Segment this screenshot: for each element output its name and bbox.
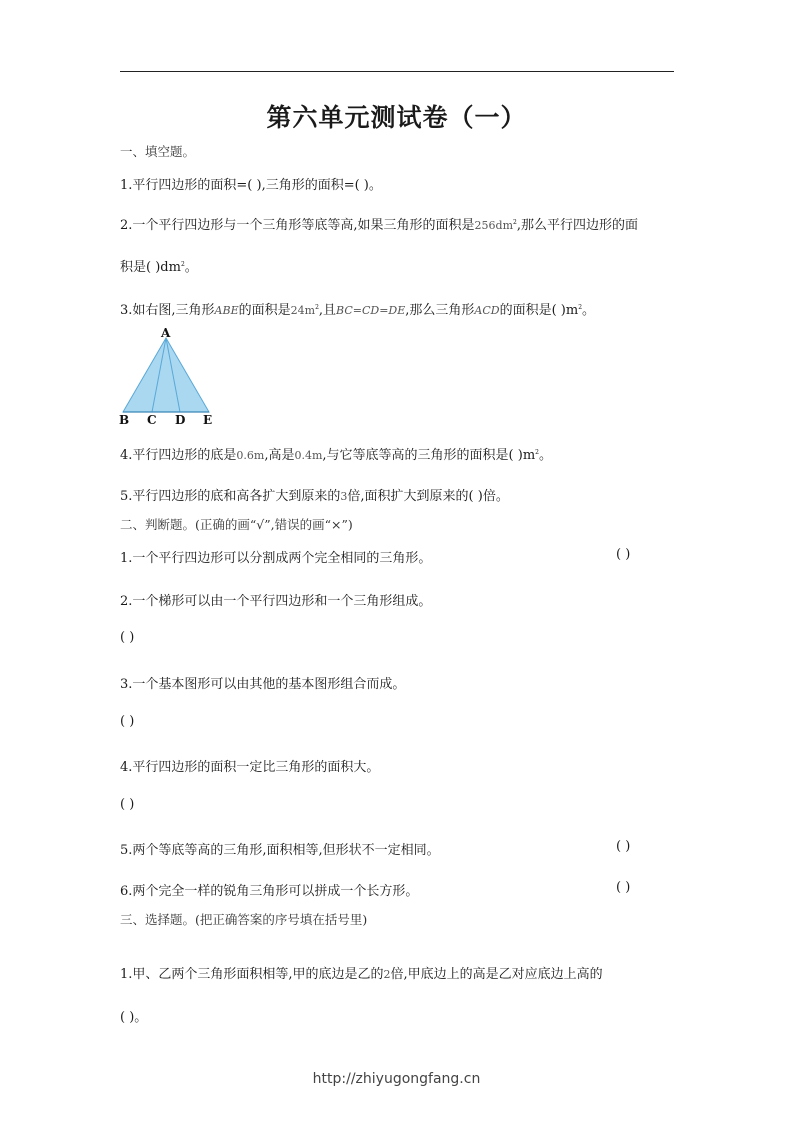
q3-end: 。 xyxy=(582,303,596,318)
question-1-1: 1.平行四边形的面积=( ),三角形的面积=( )。 xyxy=(120,178,382,193)
choice-question-1 xyxy=(120,963,603,982)
judge-item-4: 4.平行四边形的面积一定比三角形的面积大。 xyxy=(120,760,380,775)
q3-exp2: 2 xyxy=(578,304,583,311)
label-a: A xyxy=(161,326,171,340)
section-1-heading: 一、填空题。 xyxy=(120,144,196,159)
q4-mid: ,高是 xyxy=(264,448,295,463)
label-e: E xyxy=(203,413,213,426)
q5-prefix: 5.平行四边形的底和高各扩大到原来的 xyxy=(120,489,341,504)
section-2-heading: 二、判断题。(正确的画“√”,错误的画“×”) xyxy=(120,517,353,532)
judge-item-1: 1.一个平行四边形可以分割成两个完全相同的三角形。 xyxy=(120,551,432,566)
q2-value: 256dm xyxy=(474,219,514,232)
judge-item-3: 3.一个基本图形可以由其他的基本图形组合而成。 xyxy=(120,677,406,692)
q4-prefix: 4.平行四边形的底是 xyxy=(120,448,237,463)
judge-answer-2[interactable]: ( ) xyxy=(120,630,135,645)
question-1-2 xyxy=(120,214,638,233)
q3-mid2: ,且 xyxy=(318,303,337,318)
c1-prefix: 1.甲、乙两个三角形面积相等,甲的底边是乙的 xyxy=(120,967,384,982)
page-title: 第六单元测试卷（一） xyxy=(266,103,527,132)
judge-answer-4[interactable]: ( ) xyxy=(120,797,135,812)
header-rule xyxy=(120,71,674,72)
label-c: C xyxy=(147,413,157,426)
q3-suffix: 的面积是( )m xyxy=(499,303,579,318)
choice-question-1-cont: ( )。 xyxy=(120,1010,148,1025)
judge-answer-5[interactable]: ( ) xyxy=(616,839,631,854)
q3-value: 24m xyxy=(290,304,316,317)
section-3-heading: 三、选择题。(把正确答案的序号填在括号里) xyxy=(120,912,368,927)
q4-suffix: ,与它等底等高的三角形的面积是( )m xyxy=(322,448,536,463)
q3-cond: BC=CD=DE xyxy=(336,304,406,317)
triangle-abe xyxy=(123,338,209,412)
judge-item-5: 5.两个等底等高的三角形,面积相等,但形状不一定相同。 xyxy=(120,843,440,858)
q5-suffix: 倍,面积扩大到原来的( )倍。 xyxy=(347,489,509,504)
label-d: D xyxy=(175,413,186,426)
q4-end: 。 xyxy=(539,448,553,463)
q3-mid: 的面积是 xyxy=(238,303,291,318)
c1-suffix: 倍,甲底边上的高是乙对应底边上高的 xyxy=(390,967,603,982)
question-1-3 xyxy=(120,299,595,318)
question-1-5 xyxy=(120,485,509,504)
q2-prefix: 2.一个平行四边形与一个三角形等底等高,如果三角形的面积是 xyxy=(120,218,475,233)
q3-tri: ABE xyxy=(214,304,239,317)
judge-item-6: 6.两个完全一样的锐角三角形可以拼成一个长方形。 xyxy=(120,884,419,899)
q2-cont-prefix: 积是( )dm xyxy=(120,260,181,275)
q4-exp: 2 xyxy=(535,449,539,456)
question-1-2-cont xyxy=(120,256,198,275)
q4-base: 0.6m xyxy=(236,449,265,462)
c1-num: 2 xyxy=(383,968,391,981)
q2-cont-suffix: 。 xyxy=(184,260,198,275)
judge-answer-1[interactable]: ( ) xyxy=(616,547,631,562)
q4-height: 0.4m xyxy=(294,449,323,462)
q3-tri2: ACD xyxy=(474,304,500,317)
triangle-figure xyxy=(118,326,218,426)
label-b: B xyxy=(119,413,130,426)
q3-prefix: 3.如右图,三角形 xyxy=(120,303,215,318)
footer-url: http://zhiyugongfang.cn xyxy=(312,1071,481,1087)
q3-exp: 2 xyxy=(315,304,319,311)
q5-num: 3 xyxy=(340,490,348,503)
question-1-4 xyxy=(120,444,552,463)
judge-answer-3[interactable]: ( ) xyxy=(120,714,135,729)
q2-suffix: ,那么平行四边形的面 xyxy=(516,218,638,233)
q3-mid3: ,那么三角形 xyxy=(405,303,475,318)
judge-item-2: 2.一个梯形可以由一个平行四边形和一个三角形组成。 xyxy=(120,594,432,609)
q2-exp: 2 xyxy=(513,219,517,226)
judge-answer-6[interactable]: ( ) xyxy=(616,880,631,895)
q2-cont-exp: 2 xyxy=(180,261,185,268)
